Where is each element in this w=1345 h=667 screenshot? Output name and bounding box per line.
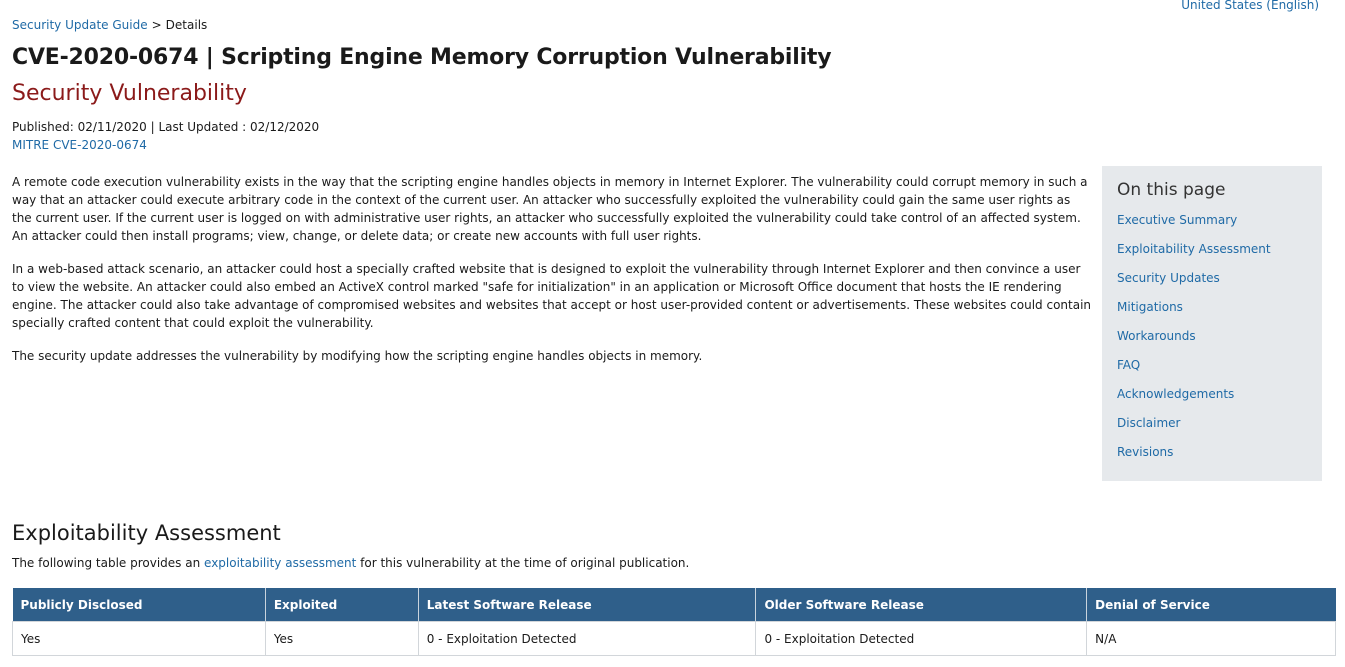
description-paragraph: The security update addresses the vulnerability by modifying how the scripting engine handles objects in memory. — [12, 349, 703, 363]
column-header: Denial of Service — [1087, 588, 1336, 622]
column-header: Older Software Release — [756, 588, 1087, 622]
exploitability-heading: Exploitability Assessment — [12, 521, 281, 545]
toc-link-mitigations[interactable]: Mitigations — [1117, 300, 1183, 314]
table-cell: N/A — [1087, 622, 1336, 656]
mitre-link[interactable]: MITRE CVE-2020-0674 — [12, 138, 147, 152]
breadcrumb-home-link[interactable]: Security Update Guide — [12, 18, 148, 32]
page-title: CVE-2020-0674 | Scripting Engine Memory Corruption Vulnerability — [12, 45, 832, 70]
toc-link-disclaimer[interactable]: Disclaimer — [1117, 416, 1181, 430]
meta-info — [12, 118, 319, 154]
toc-title: On this page — [1117, 180, 1226, 200]
description-paragraph: A remote code execution vulnerability exists in the way that the scripting engine handles objects in memory in Internet Explorer. The vulnerability could corrupt memory in such a way that an attacker could execute arbitrary code in the context of the current user. An attacker who successfully exploited the vulnerability could gain the same user rights as the current user. If the current user is logged on with administrative user rights, an attacker who successfully exploited the vulnerability could take control of an affected system. An attacker could then install programs; view, change, or delete data; or create new accounts with full user rights. — [12, 175, 1088, 243]
on-this-page-panel — [1102, 166, 1322, 481]
table-cell: Yes — [13, 622, 266, 656]
table-cell: 0 - Exploitation Detected — [418, 622, 756, 656]
locale-selector[interactable]: United States (English) — [1181, 0, 1319, 12]
breadcrumb — [12, 18, 207, 32]
exploitability-assessment-link[interactable]: exploitability assessment — [204, 556, 357, 570]
toc-link-security-updates[interactable]: Security Updates — [1117, 271, 1220, 285]
toc-link-faq[interactable]: FAQ — [1117, 358, 1141, 372]
exploitability-intro — [12, 556, 689, 570]
breadcrumb-current: Details — [165, 18, 208, 32]
intro-text: for this vulnerability at the time of original publication. — [356, 556, 690, 570]
page-subtitle: Security Vulnerability — [12, 81, 247, 106]
breadcrumb-separator: > — [151, 18, 162, 32]
exploitability-table — [12, 588, 1336, 656]
publish-dates: Published: 02/11/2020 | Last Updated : 02/12/2020 — [12, 120, 320, 134]
description — [12, 173, 1092, 380]
table-header-row — [13, 588, 1336, 622]
table-cell: 0 - Exploitation Detected — [756, 622, 1087, 656]
column-header: Latest Software Release — [418, 588, 756, 622]
toc-link-revisions[interactable]: Revisions — [1117, 445, 1174, 459]
toc-link-exploitability-assessment[interactable]: Exploitability Assessment — [1117, 242, 1271, 256]
table-row — [13, 622, 1336, 656]
column-header: Exploited — [265, 588, 418, 622]
column-header: Publicly Disclosed — [13, 588, 266, 622]
toc-list — [1117, 210, 1307, 471]
description-paragraph: In a web-based attack scenario, an attacker could host a specially crafted website that is designed to exploit the vulnerability through Internet Explorer and then convince a user to view the website. An attacker could also embed an ActiveX control marked "safe for initialization" in an application or Microsoft Office document that hosts the IE rendering engine. The attacker could also take advantage of compromised websites and websites that accept or host user-provided content or advertisements. These websites could contain specially crafted content that could exploit the vulnerability. — [12, 262, 1092, 330]
intro-text: The following table provides an — [12, 556, 205, 570]
table-cell: Yes — [265, 622, 418, 656]
toc-link-executive-summary[interactable]: Executive Summary — [1117, 213, 1238, 227]
toc-link-acknowledgements[interactable]: Acknowledgements — [1117, 387, 1235, 401]
toc-link-workarounds[interactable]: Workarounds — [1117, 329, 1196, 343]
